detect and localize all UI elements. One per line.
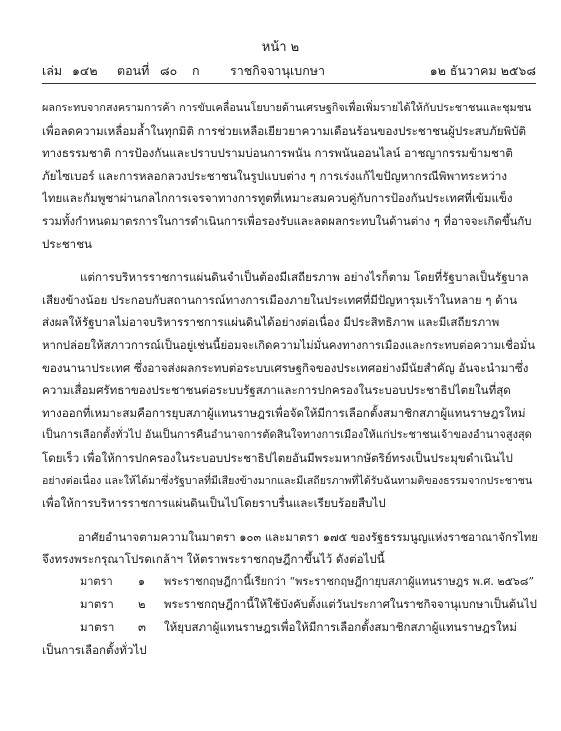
text-line: เสียงข้างน้อย ประกอบกับสถานการณ์ทางการเมืองภายในประเทศที่มีปัญหารุมเร้าในหลาย ๆ ด้าน: [42, 292, 518, 307]
text-line: ผลกระทบจากสงครามการค้า การขับเคลื่อนนโยบายด้านเศรษฐกิจเพื่อเพิ่มรายได้ให้กับประชาชนและชุมชน: [42, 101, 532, 114]
section-label: มาตรา: [80, 574, 113, 588]
section-number: ๒: [138, 597, 146, 612]
text-line: ภัยไซเบอร์ และการหลอกลวงประชาชนในรูปแบบต่าง ๆ การเร่งแก้ไขปัญหากรณีพิพาทระหว่าง: [42, 168, 508, 183]
header-divider: [42, 83, 536, 84]
document-body: [42, 97, 538, 661]
text-line: เป็นการเลือกตั้งทั่วไป อันเป็นการคืนอำนาจการตัดสินใจทางการเมืองให้แก่ประชาชนเจ้าของอำนาจสูงสุด: [42, 428, 532, 442]
volume-label: เล่ม: [42, 63, 63, 78]
text-line: เพื่อให้การบริหารราชการแผ่นดินเป็นไปโดยราบรื่นและเรียบร้อยสืบไป: [42, 496, 386, 511]
section-label: มาตรา: [80, 597, 114, 612]
text-line: ทางธรรมชาติ การป้องกันและปราบปรามบ่อนการพนัน การพนันออนไลน์ อาชญากรรมข้ามชาติ: [42, 146, 513, 161]
text-line: จึงทรงพระกรุณาโปรดเกล้าฯ ให้ตราพระราชกฤษฎีกาขึ้นไว้ ดังต่อไปนี้: [42, 552, 385, 567]
paragraph-gap: [42, 255, 538, 266]
gazette-header: [42, 62, 536, 80]
paragraph-authority: [42, 526, 538, 571]
text-line: ส่งผลให้รัฐบาลไม่อาจบริหารราชการแผ่นดินได้อย่างต่อเนื่อง มีประสิทธิภาพ และมีเสถียรภาพ: [42, 315, 500, 330]
text-line: ความเสื่อมศรัทธาของประชาชนต่อระบบรัฐสภาและการปกครองในระบอบประชาธิปไตยในที่สุด: [42, 383, 511, 398]
section-label: มาตรา: [80, 620, 115, 635]
part-letter: ก: [192, 63, 200, 78]
text-line: ของนานาประเทศ ซึ่งอาจส่งผลกระทบต่อระบบเศรษฐกิจของประเทศอย่างมีนัยสำคัญ อันจะนำมาซึ่ง: [42, 360, 529, 375]
section-3: [42, 616, 538, 639]
section-number: ๑: [138, 574, 145, 588]
text-line: เพื่อลดความเหลื่อมล้ำในทุกมิติ การช่วยเหลือเยียวยาความเดือนร้อนของประชาชนผู้ประสบภัยพิบัติ: [42, 123, 527, 138]
section-label: ตอนที่: [117, 63, 150, 78]
volume-number: ๑๔๒: [72, 63, 98, 78]
text-line: รวมทั้งกำหนดมาตรการในการดำเนินการเพื่อรองรับและลดผลกระทบในด้านต่าง ๆ ที่อาจจะเกิดขึ้นกับ: [42, 213, 532, 228]
text-line: แต่การบริหารราชการแผ่นดินจำเป็นต้องมีเสถียรภาพ อย่างไรก็ตาม โดยที่รัฐบาลเป็นรัฐบาล: [80, 270, 529, 285]
issue-date: ๑๒ ธันวาคม ๒๕๖๘: [429, 63, 536, 78]
section-number: ๘๐: [160, 63, 178, 78]
section-2: [42, 593, 538, 616]
section-text: พระราชกฤษฎีกานี้ให้ใช้บังคับตั้งแต่วันประกาศในราชกิจจานุเบกษาเป็นต้นไป: [164, 597, 537, 612]
paragraph-context: [42, 97, 538, 255]
page-number: หน้า ๒: [261, 40, 300, 55]
text-line: ไทยและกัมพูชาผ่านกลไกการเจรจาทางการทูตที่เหมาะสมควบคู่กับการป้องกันประเทศที่เข้มแข็ง: [42, 191, 513, 206]
paragraph-rationale: [42, 266, 538, 515]
text-line: ทางออกที่เหมาะสมคือการยุบสภาผู้แทนราษฎรเพื่อจัดให้มีการเลือกตั้งสมาชิกสภาผู้แทนราษฎรใหม่: [42, 405, 526, 420]
section-1: [42, 571, 538, 594]
gazette-title: ราชกิจจานุเบกษา: [230, 63, 326, 78]
text-line: โดยเร็ว เพื่อให้การปกครองในระบอบประชาธิปไตยอันมีพระมหากษัตริย์ทรงเป็นประมุขดำเนินไป: [42, 450, 513, 465]
text-line: อย่างต่อเนื่อง และให้ได้มาซึ่งรัฐบาลที่มีเสียงข้างมากและมีเสถียรภาพที่ได้รับฉันทามติของธรรมจากประชาชน: [42, 474, 533, 487]
section-number: ๓: [138, 620, 146, 635]
section-text: พระราชกฤษฎีกานี้เรียกว่า “พระราชกฤษฎีกายุบสภาผู้แทนราษฎร พ.ศ. ๒๕๖๘”: [164, 574, 534, 588]
text-line: เป็นการเลือกตั้งทั่วไป: [42, 642, 147, 657]
paragraph-gap: [42, 515, 538, 526]
text-line: ประชาชน: [42, 236, 92, 251]
text-line: หากปล่อยให้สภาวการณ์เป็นอยู่เช่นนี้ย่อมจะเกิดความไม่มั่นคงทางการเมืองและกระทบต่อความเชื่อมั่น: [42, 337, 536, 352]
text-line: อาศัยอำนาจตามความในมาตรา ๑๐๓ และมาตรา ๑๗๕ ของรัฐธรรมนูญแห่งราชอาณาจักรไทย: [78, 529, 538, 544]
section-text: ให้ยุบสภาผู้แทนราษฎรเพื่อให้มีการเลือกตั้งสมาชิกสภาผู้แทนราษฎรใหม่: [164, 620, 517, 635]
